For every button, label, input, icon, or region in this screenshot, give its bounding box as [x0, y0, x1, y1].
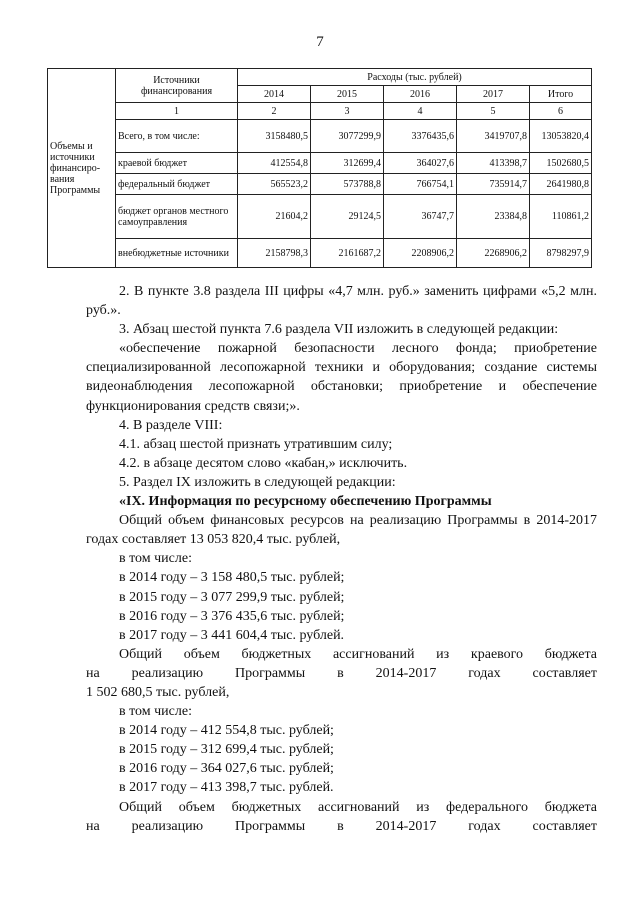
- value-cell: 2158798,3: [238, 239, 311, 268]
- sources-header: Источники финансирования: [116, 69, 238, 103]
- body-text: [86, 282, 597, 836]
- value-cell: 23384,8: [457, 195, 530, 239]
- table-row: [48, 120, 592, 153]
- value-cell: 21604,2: [238, 195, 311, 239]
- column-number: 2: [238, 103, 311, 120]
- list-item: в 2014 году – 3 158 480,5 тыс. рублей;: [119, 570, 345, 586]
- value-cell: 1502680,5: [530, 153, 592, 174]
- source-label: федеральный бюджет: [116, 174, 238, 195]
- paragraph: «обеспечение пожарной безопасности лесного фонда; приобретение специализированной лесопожарной техники и оборудования; создание системы видеонаблюдения лесопожарной обстановки; приобретение и обеспечение функционирования средств связи;».: [86, 341, 597, 414]
- table-row: [48, 195, 592, 239]
- source-label: Всего, в том числе:: [116, 120, 238, 153]
- paragraph: 5. Раздел IX изложить в следующей редакции:: [119, 474, 396, 490]
- table-row: [48, 239, 592, 268]
- expenses-header: Расходы (тыс. рублей): [238, 69, 592, 86]
- value-cell: 110861,2: [530, 195, 592, 239]
- paragraph: 4.1. абзац шестой признать утратившим силу;: [119, 436, 393, 452]
- list-item: в 2014 году – 412 554,8 тыс. рублей;: [119, 723, 334, 739]
- year-header: 2014: [238, 86, 311, 103]
- total-header: Итого: [530, 86, 592, 103]
- value-cell: 766754,1: [384, 174, 457, 195]
- paragraph: Общий объем бюджетных ассигнований из краевого бюджета: [119, 646, 597, 662]
- financing-table: [47, 68, 592, 268]
- value-cell: 2641980,8: [530, 174, 592, 195]
- table-row: [48, 174, 592, 195]
- list-item: в 2017 году – 3 441 604,4 тыс. рублей.: [119, 627, 345, 643]
- value-cell: 8798297,9: [530, 239, 592, 268]
- value-cell: 2268906,2: [457, 239, 530, 268]
- list-item: в 2016 году – 3 376 435,6 тыс. рублей;: [119, 608, 345, 624]
- value-cell: 565523,2: [238, 174, 311, 195]
- value-cell: 2161687,2: [311, 239, 384, 268]
- value-cell: 3376435,6: [384, 120, 457, 153]
- source-label: бюджет органов местного самоуправления: [116, 195, 238, 239]
- paragraph: в том числе:: [119, 551, 192, 567]
- list-item: в 2015 году – 312 699,4 тыс. рублей;: [119, 742, 334, 758]
- value-cell: 29124,5: [311, 195, 384, 239]
- column-number: 5: [457, 103, 530, 120]
- value-cell: 2208906,2: [384, 239, 457, 268]
- table-row: [48, 153, 592, 174]
- value-cell: 312699,4: [311, 153, 384, 174]
- value-cell: 3419707,8: [457, 120, 530, 153]
- paragraph: 2. В пункте 3.8 раздела III цифры «4,7 млн. руб.» заменить цифрами «5,2 млн. руб.».: [86, 284, 597, 319]
- year-header: 2016: [384, 86, 457, 103]
- section-heading: «IX. Информация по ресурсному обеспечению Программы: [119, 494, 492, 510]
- source-label: краевой бюджет: [116, 153, 238, 174]
- paragraph: Общий объем бюджетных ассигнований из федерального бюджета: [119, 799, 597, 815]
- column-number: 3: [311, 103, 384, 120]
- year-header: 2015: [311, 86, 384, 103]
- paragraph: Общий объем финансовых ресурсов на реализацию Программы в 2014-2017 годах составляет 13 053 820,4 тыс. рублей,: [86, 513, 597, 548]
- list-item: в 2017 году – 413 398,7 тыс. рублей.: [119, 780, 334, 796]
- paragraph: в том числе:: [119, 704, 192, 720]
- paragraph: 3. Абзац шестой пункта 7.6 раздела VII изложить в следующей редакции:: [119, 322, 559, 338]
- value-cell: 413398,7: [457, 153, 530, 174]
- column-number: 4: [384, 103, 457, 120]
- source-label: внебюджетные источники: [116, 239, 238, 268]
- page-number: 7: [316, 34, 324, 50]
- value-cell: 36747,7: [384, 195, 457, 239]
- value-cell: 735914,7: [457, 174, 530, 195]
- paragraph: 1 502 680,5 тыс. рублей,: [86, 684, 230, 700]
- paragraph: на реализацию Программы в 2014-2017 годах составляет: [86, 665, 597, 681]
- value-cell: 3077299,9: [311, 120, 384, 153]
- paragraph: 4.2. в абзаце десятом слово «кабан,» исключить.: [119, 455, 408, 471]
- year-header: 2017: [457, 86, 530, 103]
- value-cell: 573788,8: [311, 174, 384, 195]
- list-item: в 2015 году – 3 077 299,9 тыс. рублей;: [119, 589, 345, 605]
- list-item: в 2016 году – 364 027,6 тыс. рублей;: [119, 761, 334, 777]
- column-number: 1: [116, 103, 238, 120]
- paragraph: на реализацию Программы в 2014-2017 годах составляет: [86, 818, 597, 834]
- value-cell: 3158480,5: [238, 120, 311, 153]
- column-number: 6: [530, 103, 592, 120]
- value-cell: 364027,6: [384, 153, 457, 174]
- paragraph: 4. В разделе VIII:: [119, 417, 223, 433]
- value-cell: 13053820,4: [530, 120, 592, 153]
- table-row-label: Объемы и источники финансиро-вания Программы: [48, 69, 116, 268]
- value-cell: 412554,8: [238, 153, 311, 174]
